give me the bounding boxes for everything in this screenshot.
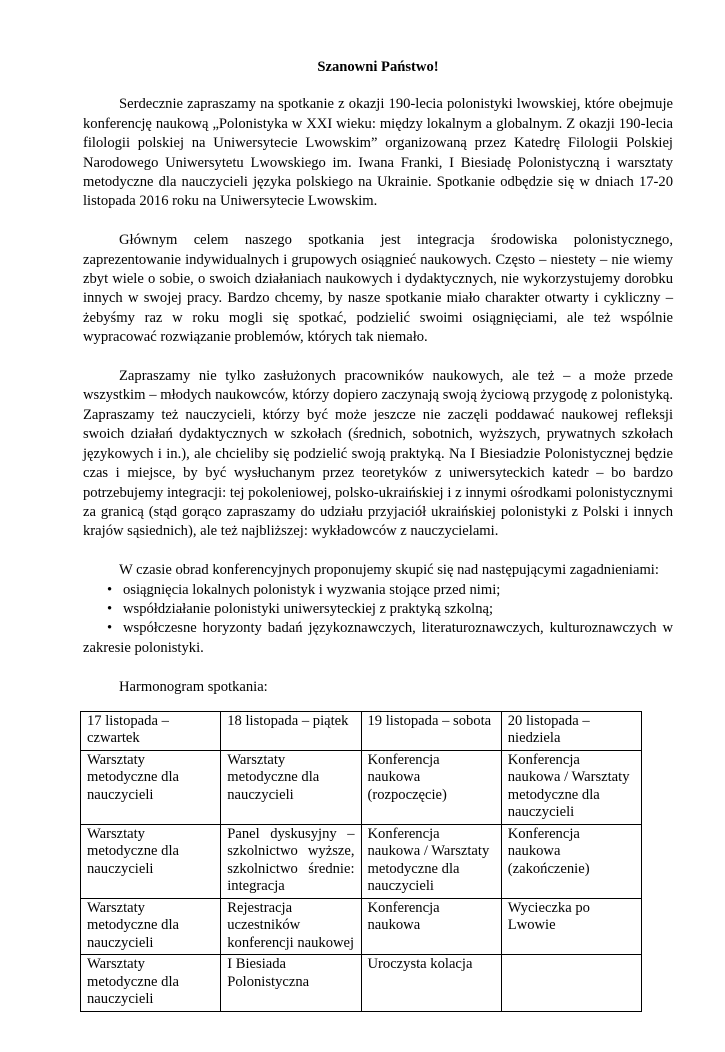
table-cell: Warsztaty metodyczne dla nauczycieli — [81, 955, 221, 1012]
table-cell: Wycieczka po Lwowie — [501, 898, 641, 955]
paragraph-goal: Głównym celem naszego spotkania jest integracja środowiska polonistycznego, zaprezentowanie indywidualnych i grupowych osiągnieć naukowych. Często – niestety – nie wiemy zbyt wiele o sobie, o swoich działaniach naukowych i dydaktycznych, nie wykorzystujemy dorobku innych w swojej pracy. Bardzo chcemy, by nasze spotkanie miało charakter otwarty i cykliczny – żebyśmy raz w roku mogli się spotkać, podzielić swoimi osiągnięciami, ale też wspólnie wypracować rozwiązanie problemów, których tak niemało. — [83, 232, 673, 346]
topic-item — [83, 600, 673, 619]
table-row — [81, 898, 642, 955]
topic-item — [83, 581, 673, 600]
table-cell: Konferencja naukowa — [361, 898, 501, 955]
table-header-cell: 17 listopada – czwartek — [81, 711, 221, 750]
topic-item — [83, 619, 673, 658]
table-cell: I Biesiada Polonistyczna — [221, 955, 361, 1012]
topic-text: współczesne horyzonty badań językoznawczych, literaturoznawczych, kulturoznawczych w zakresie polonistyki. — [83, 620, 673, 656]
bullet-icon: • — [107, 620, 113, 637]
table-cell: Uroczysta kolacja — [361, 955, 501, 1012]
paragraph-invitation: Serdecznie zapraszamy na spotkanie z okazji 190-lecia polonistyki lwowskiej, które obejmuje konferencję naukową „Polonistyka w XXI wieku: między lokalnym a globalnym. Z okazji 190-lecia filologii polskiej na Uniwersytecie Lwowskim” organizowaną przez Katedrę Filologii Polskiej Narodowego Uniwersytetu Lwowskiego im. Iwana Franki, I Biesiadę Polonistyczną i warsztaty metodyczne dla nauczycieli języka polskiego na Ukrainie. Spotkanie odbędzie się w dniach 17-20 listopada 2016 roku na Uniwersytecie Lwowskim. — [83, 96, 673, 210]
table-header-cell: 20 listopada – niedziela — [501, 711, 641, 750]
table-cell: Konferencja naukowa (zakończenie) — [501, 824, 641, 898]
table-header-cell: 19 listopada – sobota — [361, 711, 501, 750]
letter-title: Szanowni Państwo! — [317, 59, 439, 75]
document-page — [83, 0, 673, 1052]
table-cell: Konferencja naukowa / Warsztaty metodyczne dla nauczycieli — [361, 824, 501, 898]
table-header-cell: 18 listopada – piątek — [221, 711, 361, 750]
topic-text: osiągnięcia lokalnych polonistyk i wyzwania stojące przed nimi; — [123, 581, 501, 598]
table-cell: Warsztaty metodyczne dla nauczycieli — [81, 824, 221, 898]
paragraph-audience: Zapraszamy nie tylko zasłużonych pracowników naukowych, ale też – a może przede wszystkim – młodych naukowców, którzy dopiero zaczynają swoją życiową przygodę z polonistyką. Zapraszamy też nauczycieli, którzy być może jeszcze nie zaczęli poddawać naukowej refleksji swoich działań dydaktycznych w szkołach (średnich, sobotnich, wyższych, prywatnych szkołach językowych i in.), ale chcieliby się podzielić swoją praktyką. Na I Biesiadzie Polonistycznej będzie czas i miejsce, by być wysłuchanym przez teoretyków z uniwersyteckich katedr – bo bardzo potrzebujemy integracji: tej pokoleniowej, polsko-ukraińskiej i z innymi ośrodkami polonistycznymi za granicą (stąd gorąco zapraszamy do udziału przyjaciół ukraińskiej polonistyki z Polski i innych krajów sąsiednich), ale też najbliższej: wykładowców z nauczycielami. — [83, 368, 673, 540]
table-row — [81, 824, 642, 898]
topics-intro: W czasie obrad konferencyjnych proponujemy skupić się nad następującymi zagadnieniami: — [119, 562, 659, 579]
table-cell: Rejestracja uczestników konferencji naukowej — [221, 898, 361, 955]
table-row — [81, 750, 642, 824]
bullet-icon: • — [107, 581, 113, 598]
bullet-icon: • — [107, 600, 113, 617]
table-header-row — [81, 711, 642, 750]
table-cell: Warsztaty metodyczne dla nauczycieli — [81, 898, 221, 955]
schedule-label: Harmonogram spotkania: — [119, 678, 268, 695]
table-cell: Konferencja naukowa / Warsztaty metodyczne dla nauczycieli — [501, 750, 641, 824]
table-cell: Panel dyskusyjny – szkolnictwo wyższe, szkolnictwo średnie: integracja — [221, 824, 361, 898]
table-cell — [501, 955, 641, 1012]
table-cell: Warsztaty metodyczne dla nauczycieli — [221, 750, 361, 824]
schedule-table — [80, 711, 642, 1012]
topic-text: współdziałanie polonistyki uniwersyteckiej z praktyką szkolną; — [123, 600, 494, 617]
table-cell: Konferencja naukowa (rozpoczęcie) — [361, 750, 501, 824]
table-cell: Warsztaty metodyczne dla nauczycieli — [81, 750, 221, 824]
table-row — [81, 955, 642, 1012]
